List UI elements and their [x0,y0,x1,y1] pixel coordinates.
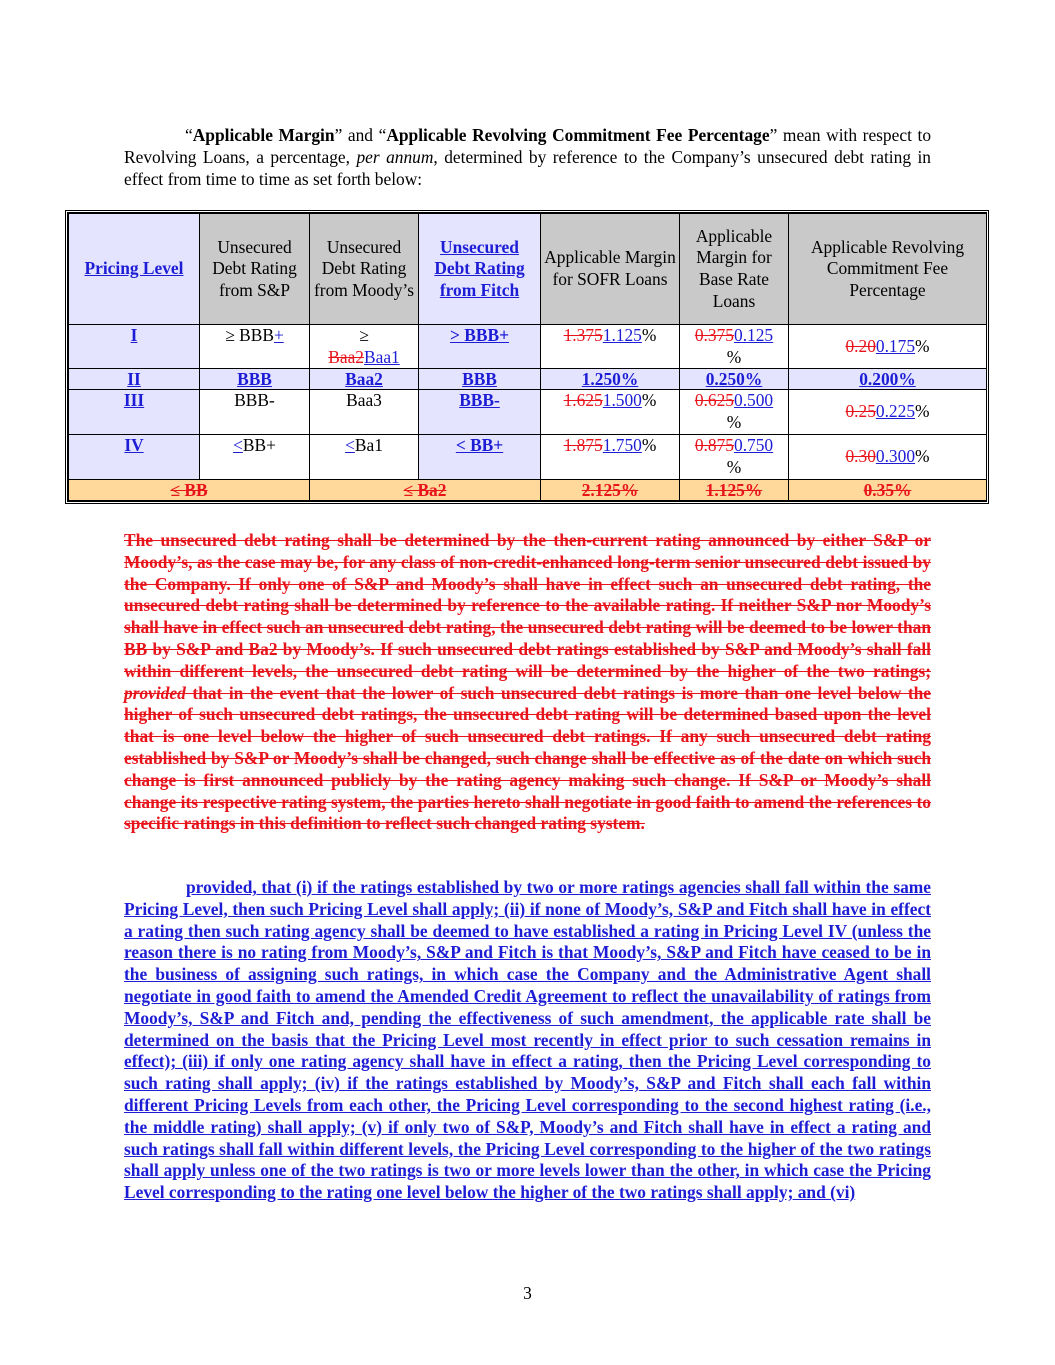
table-row: ≤ BB ≤ Ba2 2.125% 1.125% 0.35% [69,480,987,501]
page-number: 3 [523,1283,532,1303]
header-base-rate-margin: Applicable Margin for Base Rate Loans [680,214,789,325]
table-row: III BBB- Baa3 BBB- 1.6251.500% 0.6250.500 % 0.250.225% [69,390,987,435]
intro-paragraph: “Applicable Margin” and “Applicable Revolving Commitment Fee Percentage” mean with respect to Revolving Loans, a percentage, per annum, determined by reference to the Company’s unsecured debt rating in effect from time to time as set forth below: [124,125,932,189]
header-moodys-rating: Unsecured Debt Rating from Moody’s [310,214,419,325]
table-row: IV <BB+ <Ba1 < BB+ 1.8751.750% 0.8750.750 % 0.300.300% [69,435,987,480]
header-pricing-level: Pricing Level [69,214,200,325]
deleted-paragraph: The unsecured debt rating shall be determined by the then-current rating announced by either S&P or Moody’s, as the case may be, for any class of non-credit-enhanced long-term senior unsecured debt issued by the Company. If only one of S&P and Moody’s shall have in effect such an unsecured debt rating, the unsecured debt rating shall be determined by reference to the available rating. If neither S&P nor Moody’s shall have in effect such an unsecured debt rating, the unsecured debt rating will be deemed to be lower than BB by S&P and Ba2 by Moody’s. If such unsecured debt ratings established by S&P and Moody’s shall fall within different levels, the unsecured debt rating will be determined by the higher of the two ratings; provided that in the event that the lower of such unsecured debt ratings is more than one level below the higher of such unsecured debt ratings, the unsecured debt rating will be determined based upon the level that is one level below the higher of such unsecured debt ratings. If any such unsecured debt rating established by S&P or Moody’s shall be changed, such change shall be effective as of the date on which such change is first announced publicly by the rating agency making such change. If S&P or Moody’s shall change its respective rating system, the parties hereto shall negotiate in good faith to amend the references to specific ratings in this definition to reflect such changed rating system. [124,530,931,834]
pricing-table [65,210,989,504]
header-commitment-fee: Applicable Revolving Commitment Fee Percentage [789,214,987,325]
term-applicable-margin: Applicable Margin [192,125,335,145]
header-sofr-margin: Applicable Margin for SOFR Loans [541,214,680,325]
table-row: I ≥ BBB+ ≥ Baa2Baa1 > BBB+ 1.3751.125% 0.3750.125 % 0.200.175% [69,325,987,369]
table-row: II BBB Baa2 BBB 1.250% 0.250% 0.200% [69,369,987,390]
header-fitch-rating: Unsecured Debt Rating from Fitch [419,214,541,325]
inserted-paragraph: provided, that (i) if the ratings established by two or more ratings agencies shall fall within the same Pricing Level, then such Pricing Level shall apply; (ii) if none of Moody’s, S&P and Fitch shall have in effect a rating then such rating agency shall be deemed to have established a rating in Pricing Level IV (unless the reason there is no rating from Moody’s, S&P and Fitch is that Moody’s, S&P and Fitch have ceased to be in the business of assigning such ratings, in which case the Company and the Administrative Agent shall negotiate in good faith to amend the Amended Credit Agreement to reflect the unavailability of ratings from Moody’s, S&P and Fitch and, pending the effectiveness of such amendment, the applicable rate shall be determined on the basis that the Pricing Level most recently in effect prior to such cessation remains in effect); (iii) if only one rating agency shall have in effect a rating, then the Pricing Level corresponding to such rating shall apply; (iv) if the ratings established by Moody’s, S&P and Fitch shall each fall within different Pricing Levels from each other, the Pricing Level corresponding to the second highest rating (i.e., the middle rating) shall apply; (v) if only two of S&P, Moody’s and Fitch shall have in effect a rating and such ratings shall fall within different levels, the Pricing Level corresponding to the higher of the two ratings shall apply unless one of the two ratings is two or more levels lower than the other, in which case the Pricing Level corresponding to the rating one level below the higher of the two ratings shall apply; and (vi) [124,877,931,1203]
header-sp-rating: Unsecured Debt Rating from S&P [200,214,310,325]
term-applicable-fee-percentage: Applicable Revolving Commitment Fee Percentage [386,125,770,145]
